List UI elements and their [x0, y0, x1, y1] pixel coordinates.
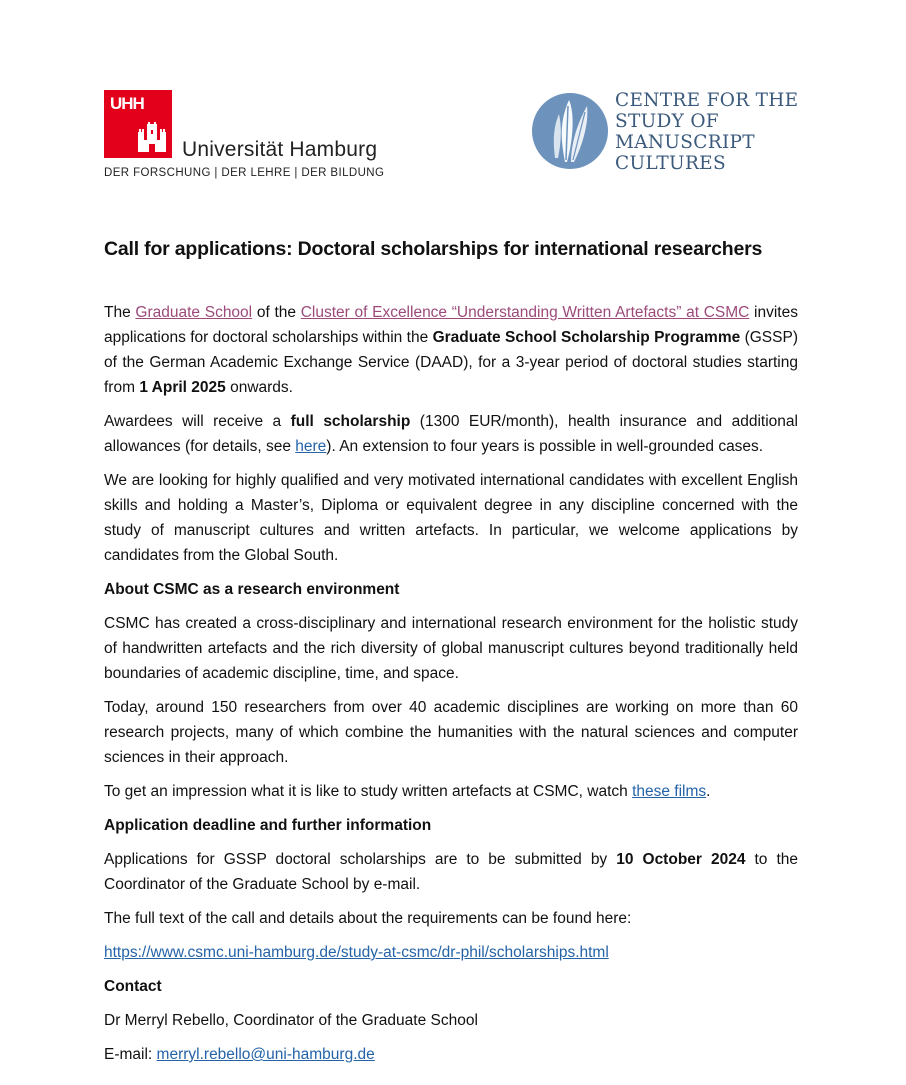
csmc-logo-line: CULTURES [615, 153, 726, 174]
contact-email: E-mail: merryl.rebello@uni-hamburg.de [104, 1046, 375, 1063]
csmc-logo-line: CENTRE FOR THE [615, 90, 799, 111]
page-title: Call for applications: Doctoral scholarships for international researchers [104, 238, 763, 260]
uhh-logo-tagline: DER FORSCHUNG | DER LEHRE | DER BILDUNG [104, 167, 385, 179]
scholarships-url-link[interactable]: https://www.csmc.uni-hamburg.de/study-at-csmc/dr-phil/scholarships.html [104, 944, 609, 961]
about-heading: About CSMC as a research environment [104, 581, 400, 598]
uhh-logo [104, 90, 394, 185]
intro-paragraph-2: Awardees will receive a full scholarship (1300 EUR/month), health insurance and additional allowances (for details, see here). An extension to four years is possible in well-grounded cases. [104, 413, 798, 455]
email-link[interactable]: merryl.rebello@uni-hamburg.de [156, 1046, 375, 1063]
uhh-logo-box [104, 90, 172, 158]
about-paragraph-1: CSMC has created a cross-disciplinary and international research environment for the holistic study of handwritten artefacts and the rich diversity of global manuscript cultures beyond traditionally held boundaries of academic discipline, time, and space. [104, 615, 798, 682]
cluster-of-excellence-link[interactable]: Cluster of Excellence “Understanding Written Artefacts” at CSMC [300, 304, 750, 321]
contact-name: Dr Merryl Rebello, Coordinator of the Graduate School [104, 1012, 478, 1029]
graduate-school-link[interactable]: Graduate School [135, 304, 253, 321]
intro-paragraph-1: The Graduate School of the Cluster of Excellence “Understanding Written Artefacts” at CSMC invites applications for doctoral scholarships within the Graduate School Scholarship Programme (GSSP) of the German Academic Exchange Service (DAAD), for a 3-year period of doctoral studies starting from 1 April 2025 onwards. [104, 304, 798, 396]
scholarships-url-paragraph [104, 940, 798, 965]
deadline-paragraph-1: Applications for GSSP doctoral scholarships are to be submitted by 10 October 2024 to the Coordinator of the Graduate School by e-mail. [104, 851, 798, 893]
csmc-logo-line: MANUSCRIPT [615, 132, 755, 153]
these-films-link[interactable]: these films [632, 783, 707, 800]
csmc-logo-line: STUDY OF [615, 111, 719, 132]
uhh-logo-letters: UHH [110, 94, 144, 113]
csmc-logo-text [615, 90, 799, 174]
contact-heading: Contact [104, 978, 162, 995]
quill-icon [531, 92, 609, 170]
details-here-link[interactable]: here [295, 438, 327, 455]
uhh-logo-name: Universität Hamburg [182, 138, 378, 161]
about-paragraph-3: To get an impression what it is like to study written artefacts at CSMC, watch these films. [104, 783, 711, 800]
about-paragraph-2: Today, around 150 researchers from over 40 academic disciplines are working on more than 60 research projects, many of which combine the humanities with the natural sciences and computer sciences in their approach. [104, 699, 798, 766]
castle-icon [138, 122, 166, 152]
csmc-logo [531, 90, 801, 175]
intro-paragraph-3: We are looking for highly qualified and very motivated international candidates with excellent English skills and holding a Master’s, Diploma or equivalent degree in any discipline concerned with the study of manuscript cultures and written artefacts. In particular, we welcome applications by candidates from the Global South. [104, 472, 798, 564]
document-body [104, 236, 798, 1067]
deadline-paragraph-2: The full text of the call and details about the requirements can be found here: [104, 910, 632, 927]
deadline-heading: Application deadline and further information [104, 817, 432, 834]
